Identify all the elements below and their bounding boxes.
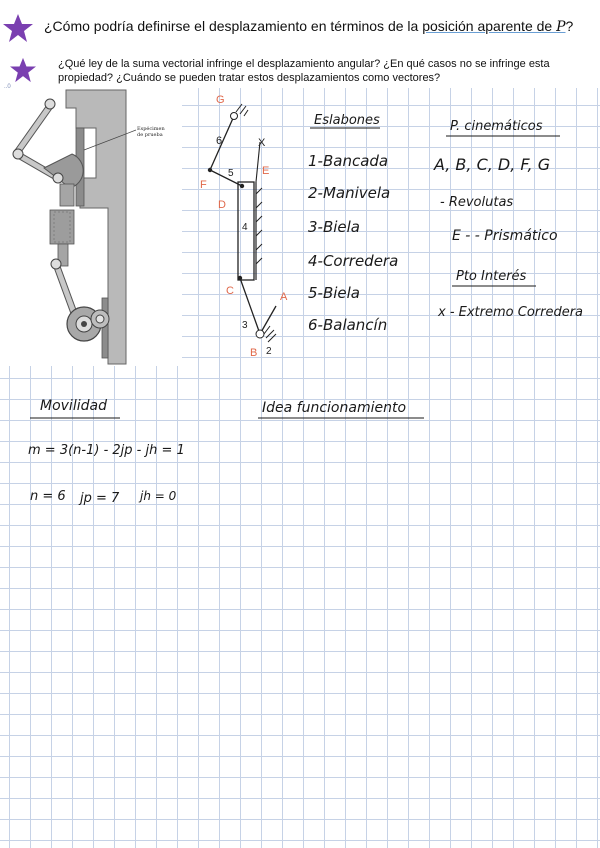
- label-f: F: [200, 179, 207, 191]
- question-sub: ¿Qué ley de la suma vectorial infringe el desplazamiento angular? ¿En qué casos no se infringe esta propiedad? ¿Cuándo se pueden tratar estos desplazamientos como vectores?: [58, 58, 550, 84]
- callout-label-1: Espécimen: [137, 126, 165, 132]
- label-b: B: [250, 347, 258, 359]
- label-5: 5: [228, 168, 234, 179]
- jh-value: jh = 0: [140, 489, 177, 503]
- movilidad-formula: m = 3(n-1) - 2jp - jh = 1: [28, 443, 185, 458]
- label-3: 3: [242, 320, 248, 331]
- idea-title: Idea funcionamiento: [262, 400, 407, 416]
- label-x: X: [258, 137, 266, 149]
- label-4: 4: [242, 222, 248, 233]
- label-e: E: [262, 165, 270, 177]
- pto-interes-value: x - Extremo Corredera: [438, 305, 584, 320]
- callout-label-2: de prueba: [137, 132, 163, 138]
- revolutas-label: - Revolutas: [440, 195, 514, 210]
- eslabon-item: 5-Biela: [308, 284, 361, 302]
- label-d: D: [218, 199, 226, 211]
- prismatico-label: E - - Prismático: [452, 228, 558, 244]
- question-main-text: ¿Cómo podría definirse el desplazamiento en términos de la: [44, 18, 423, 34]
- eslabon-item: 3-Biela: [308, 218, 361, 236]
- jp-value: jp = 7: [80, 491, 120, 506]
- eslabon-item: 1-Bancada: [308, 152, 389, 170]
- pares-title: P. cinemáticos: [450, 119, 543, 134]
- pto-interes-title: Pto Interés: [456, 269, 527, 284]
- movilidad-title: Movilidad: [40, 398, 107, 414]
- question-main-suffix: ?: [565, 18, 574, 34]
- question-main-var: P: [556, 19, 566, 35]
- eslabon-item: 2-Manivela: [308, 184, 391, 202]
- eslabon-item: 4-Corredera: [308, 252, 399, 270]
- eslabones-title: Eslabones: [314, 113, 380, 128]
- label-2: 2: [266, 346, 272, 357]
- label-6: 6: [216, 135, 223, 147]
- tiny-mark: ..0: [4, 84, 11, 90]
- label-g: G: [216, 94, 225, 106]
- label-c: C: [226, 285, 234, 297]
- eslabon-item: 6-Balancín: [308, 316, 388, 334]
- n-value: n = 6: [30, 489, 66, 504]
- question-main-link: posición aparente de: [422, 18, 557, 34]
- label-a: A: [280, 291, 288, 303]
- pares-list: A, B, C, D, F, G: [434, 155, 551, 174]
